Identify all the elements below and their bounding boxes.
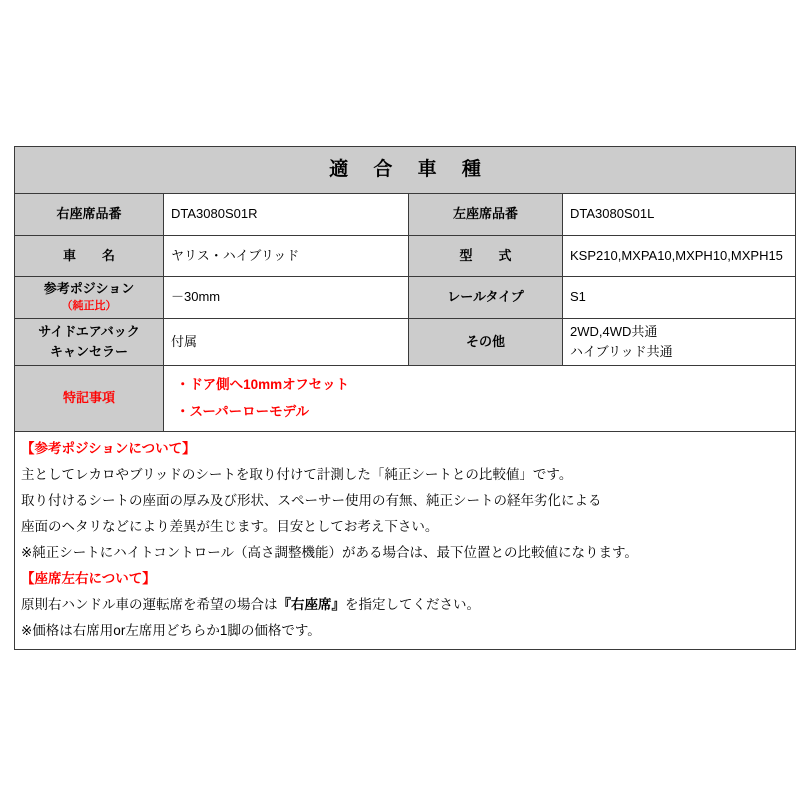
table-title-cell [15,147,796,194]
label-right-seat-part-number [15,194,164,236]
page-title: 適 合 車 種 [329,159,491,181]
footnote-text-emphasis: 『右座席』 [277,596,345,612]
footnote-line: ※価格は右席用or左席用どちらか1脚の価格です。 [21,622,321,638]
table-row [15,194,796,236]
footnote-text-pre: 原則右ハンドル車の運転席を希望の場合は [21,596,278,612]
label-text-group [15,278,163,318]
footnote-heading-seat-side: 【座席左右について】 [21,570,156,586]
label-special-notes [15,366,164,432]
label-text: 右座席品番 [56,206,122,222]
value-text: KSP210,MXPA10,MXPH10,MXPH15 [570,247,783,263]
table-title-row [15,147,796,194]
footnotes-cell [15,432,796,649]
footnote-line-seat-side [21,592,795,618]
value-text: －30mm [171,289,221,305]
label-text: 車 名 [62,247,115,263]
label-vehicle-name [15,236,164,277]
label-reference-position [15,277,164,319]
footnote-heading-reference-position: 【参考ポジションについて】 [21,441,196,457]
label-side-airbag-canceller [15,319,164,366]
label-text: 参考ポジション [43,280,135,296]
value-right-seat-part-number [164,194,409,236]
table-row [15,277,796,319]
vehicle-fitment-table [14,146,796,650]
label-text: 特記事項 [62,390,115,406]
label-text-group [15,320,163,364]
value-side-airbag-canceller [164,319,409,366]
footnote-text-post: を指定してください。 [345,596,480,612]
footnotes-row [15,432,796,649]
footnote-line: 座面のヘタリなどにより差異が生じます。目安としてお考え下さい。 [21,519,439,534]
value-text: S1 [570,289,586,305]
special-note-item: ・ドア側へ10mmオフセット [176,377,350,393]
label-rail-type [409,277,563,319]
label-text-line-2: キャンセラー [49,344,128,360]
value-reference-position [164,277,409,319]
label-text: レールタイプ [447,289,524,305]
fitment-table-container [14,146,795,650]
footnotes-list [15,432,795,648]
special-notes-row [15,366,796,432]
value-text: DTA3080S01L [570,206,655,222]
table-row [15,236,796,277]
value-text-group [563,319,795,365]
label-model-code [409,236,563,277]
value-vehicle-name [164,236,409,277]
value-text: DTA3080S01R [171,206,258,222]
value-text-line-1: 2WD,4WD共通 [570,324,658,339]
label-text: 左座席品番 [452,206,518,222]
value-left-seat-part-number [563,194,796,236]
label-text-line-1: サイドエアバック [38,324,140,339]
value-others [563,319,796,366]
value-special-notes [164,366,796,432]
label-left-seat-part-number [409,194,563,236]
footnote-line: 取り付けるシートの座面の厚み及び形状、スペーサー使用の有無、純正シートの経年劣化による [21,493,602,509]
value-text: 付属 [171,333,198,349]
value-text-line-2: ハイブリッド共通 [570,344,673,360]
value-rail-type [563,277,796,319]
footnote-line: 主としてレカロやブリッドのシートを取り付けて計測した「純正シートとの比較値」です。 [21,467,573,483]
label-text: その他 [465,333,505,349]
special-note-item: ・スーパーローモデル [176,403,309,419]
special-notes-list [164,366,795,431]
label-subtext: （純正比） [61,300,117,313]
value-model-code [563,236,796,277]
footnote-line: ※純正シートにハイトコントロール（高さ調整機能）がある場合は、最下位置との比較値になります。 [21,544,638,560]
value-text: ヤリス・ハイブリッド [171,247,300,263]
label-others [409,319,563,366]
table-row [15,319,796,366]
label-text: 型 式 [459,247,512,263]
